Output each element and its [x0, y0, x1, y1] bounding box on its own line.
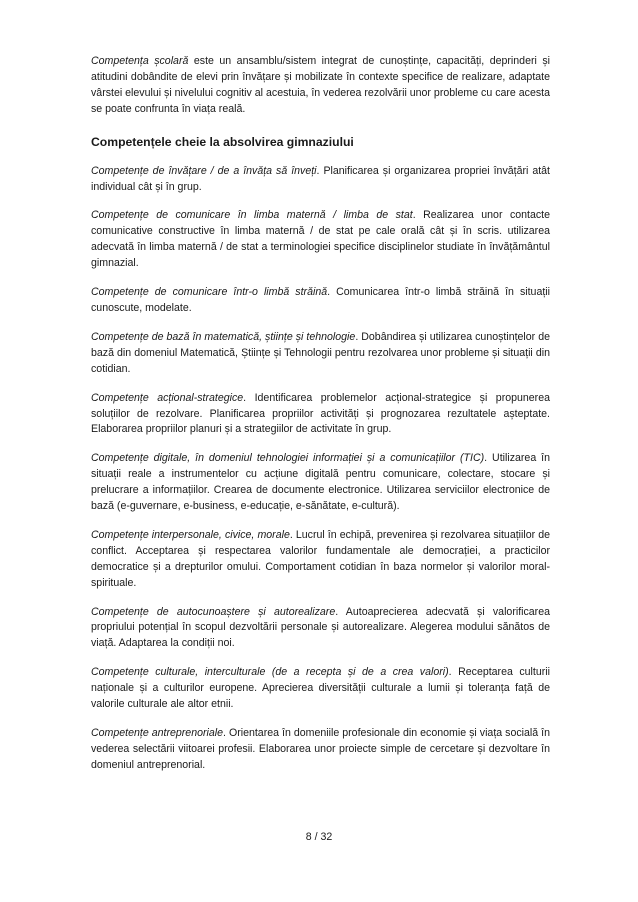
competence-action-strategic [91, 391, 550, 439]
competence-text: . Receptarea culturii naționale și a culturilor europene. Aprecierea diversității culturale a lumii și toleranța față de valorile culturale ale altor etnii. [91, 666, 550, 711]
competence-text: . Realizarea unor contacte comunicative constructive în limba maternă / de stat pe cale orală cât și în scris. utilizarea adecvată în limba maternă / de stat a terminologiei specifice disciplinelor studiate în învățământul gimnazial. [91, 209, 550, 270]
competence-cultural [91, 665, 550, 713]
competence-title: Competențe digitale, în domeniul tehnologiei informației și a comunicațiilor (TIC) [91, 452, 485, 465]
competence-text: . Identificarea problemelor acțional-strategice și propunerea soluțiilor de rezolvare. Planificarea propriilor activități și prognozarea rezultatele așteptate. Elaborarea propriilor planuri și a strategiilor de activitate în grup. [91, 391, 550, 436]
competence-title: Competențe de învățare / de a învăța să înveți [91, 164, 317, 177]
competence-native-language [91, 208, 550, 272]
competence-math-science [91, 330, 550, 378]
competence-title: Competențe antreprenoriale [91, 727, 223, 739]
competence-text: . Lucrul în echipă, prevenirea și rezolvarea situațiilor de conflict. Acceptarea și respectarea valorilor fundamentale ale democrației, a practicilor democratice și a drepturilor omului. Comportament cotidian în baza normelor și valorilor moral-spirituale. [91, 528, 551, 589]
competence-title: Competențe interpersonale, civice, morale [91, 528, 290, 541]
competence-interpersonal [91, 528, 550, 592]
competence-text: . Autoaprecierea adecvată și valorificarea propriului potențial în scopul dezvoltării personale și autorealizare. Alegerea modului sănătos de viață. Adaptarea la condiții noi. [91, 605, 550, 650]
section-heading: Competențele cheie la absolvirea gimnaziului [91, 134, 354, 149]
competence-text: . Planificarea și organizarea propriei învățări atât individual cât și în grup. [91, 164, 550, 193]
competence-title: Competențe acțional-strategice [91, 391, 244, 404]
page-number: 8 / 32 [305, 831, 333, 843]
competence-self-knowledge [91, 605, 550, 653]
competence-digital [91, 451, 550, 515]
competence-title: Competențe de autocunoaștere și autorealizare [91, 605, 336, 618]
intro-text: este un ansamblu/sistem integrat de cunoștințe, capacități, deprinderi și atitudini dobândite de elevi prin învățare și mobilizate în contexte specifice de realizare, adaptate vârstei elevului și nivelului cognitiv al acestuia, în vederea rezolvării unor probleme cu care acesta se poate confrunta în viața reală. [91, 55, 550, 115]
intro-term: Competența școlară [91, 55, 189, 67]
competence-entrepreneurial [91, 726, 550, 774]
competence-title: Competențe de comunicare în limba maternă / limba de stat [91, 209, 413, 222]
competence-learning [91, 164, 550, 196]
competence-text: . Dobândirea și utilizarea cunoștințelor de bază din domeniul Matematică, Științe și Tehnologii pentru rezolvarea unor probleme și situații din cotidian. [91, 330, 550, 375]
competence-text: . Utilizarea în situații reale a instrumentelor cu acțiune digitală pentru comunicare, colectare, stocare și prelucrare a informațiilor. Crearea de documente electronice. Utilizarea serviciilor electronice de bază (e-guvernare, e-business, e-educație, e-sănătate, e-cultură). [91, 452, 550, 513]
competence-text: . Comunicarea într-o limbă străină în situații cunoscute, modelate. [91, 286, 550, 314]
competence-text: . Orientarea în domeniile profesionale din economie și viața socială în vederea selectării viitoarei profesii. Elaborarea unor proiecte simple de cercetare și dezvoltare în domeniul antreprenorial. [91, 727, 551, 771]
competence-title: Competențe de comunicare într-o limbă străină [91, 286, 328, 299]
competence-foreign-language [91, 285, 550, 317]
intro-paragraph [91, 54, 550, 118]
competence-title: Competențe de bază în matematică, științe și tehnologie [91, 330, 356, 343]
competence-title: Competențe culturale, interculturale (de a recepta și de a crea valori) [91, 666, 449, 679]
